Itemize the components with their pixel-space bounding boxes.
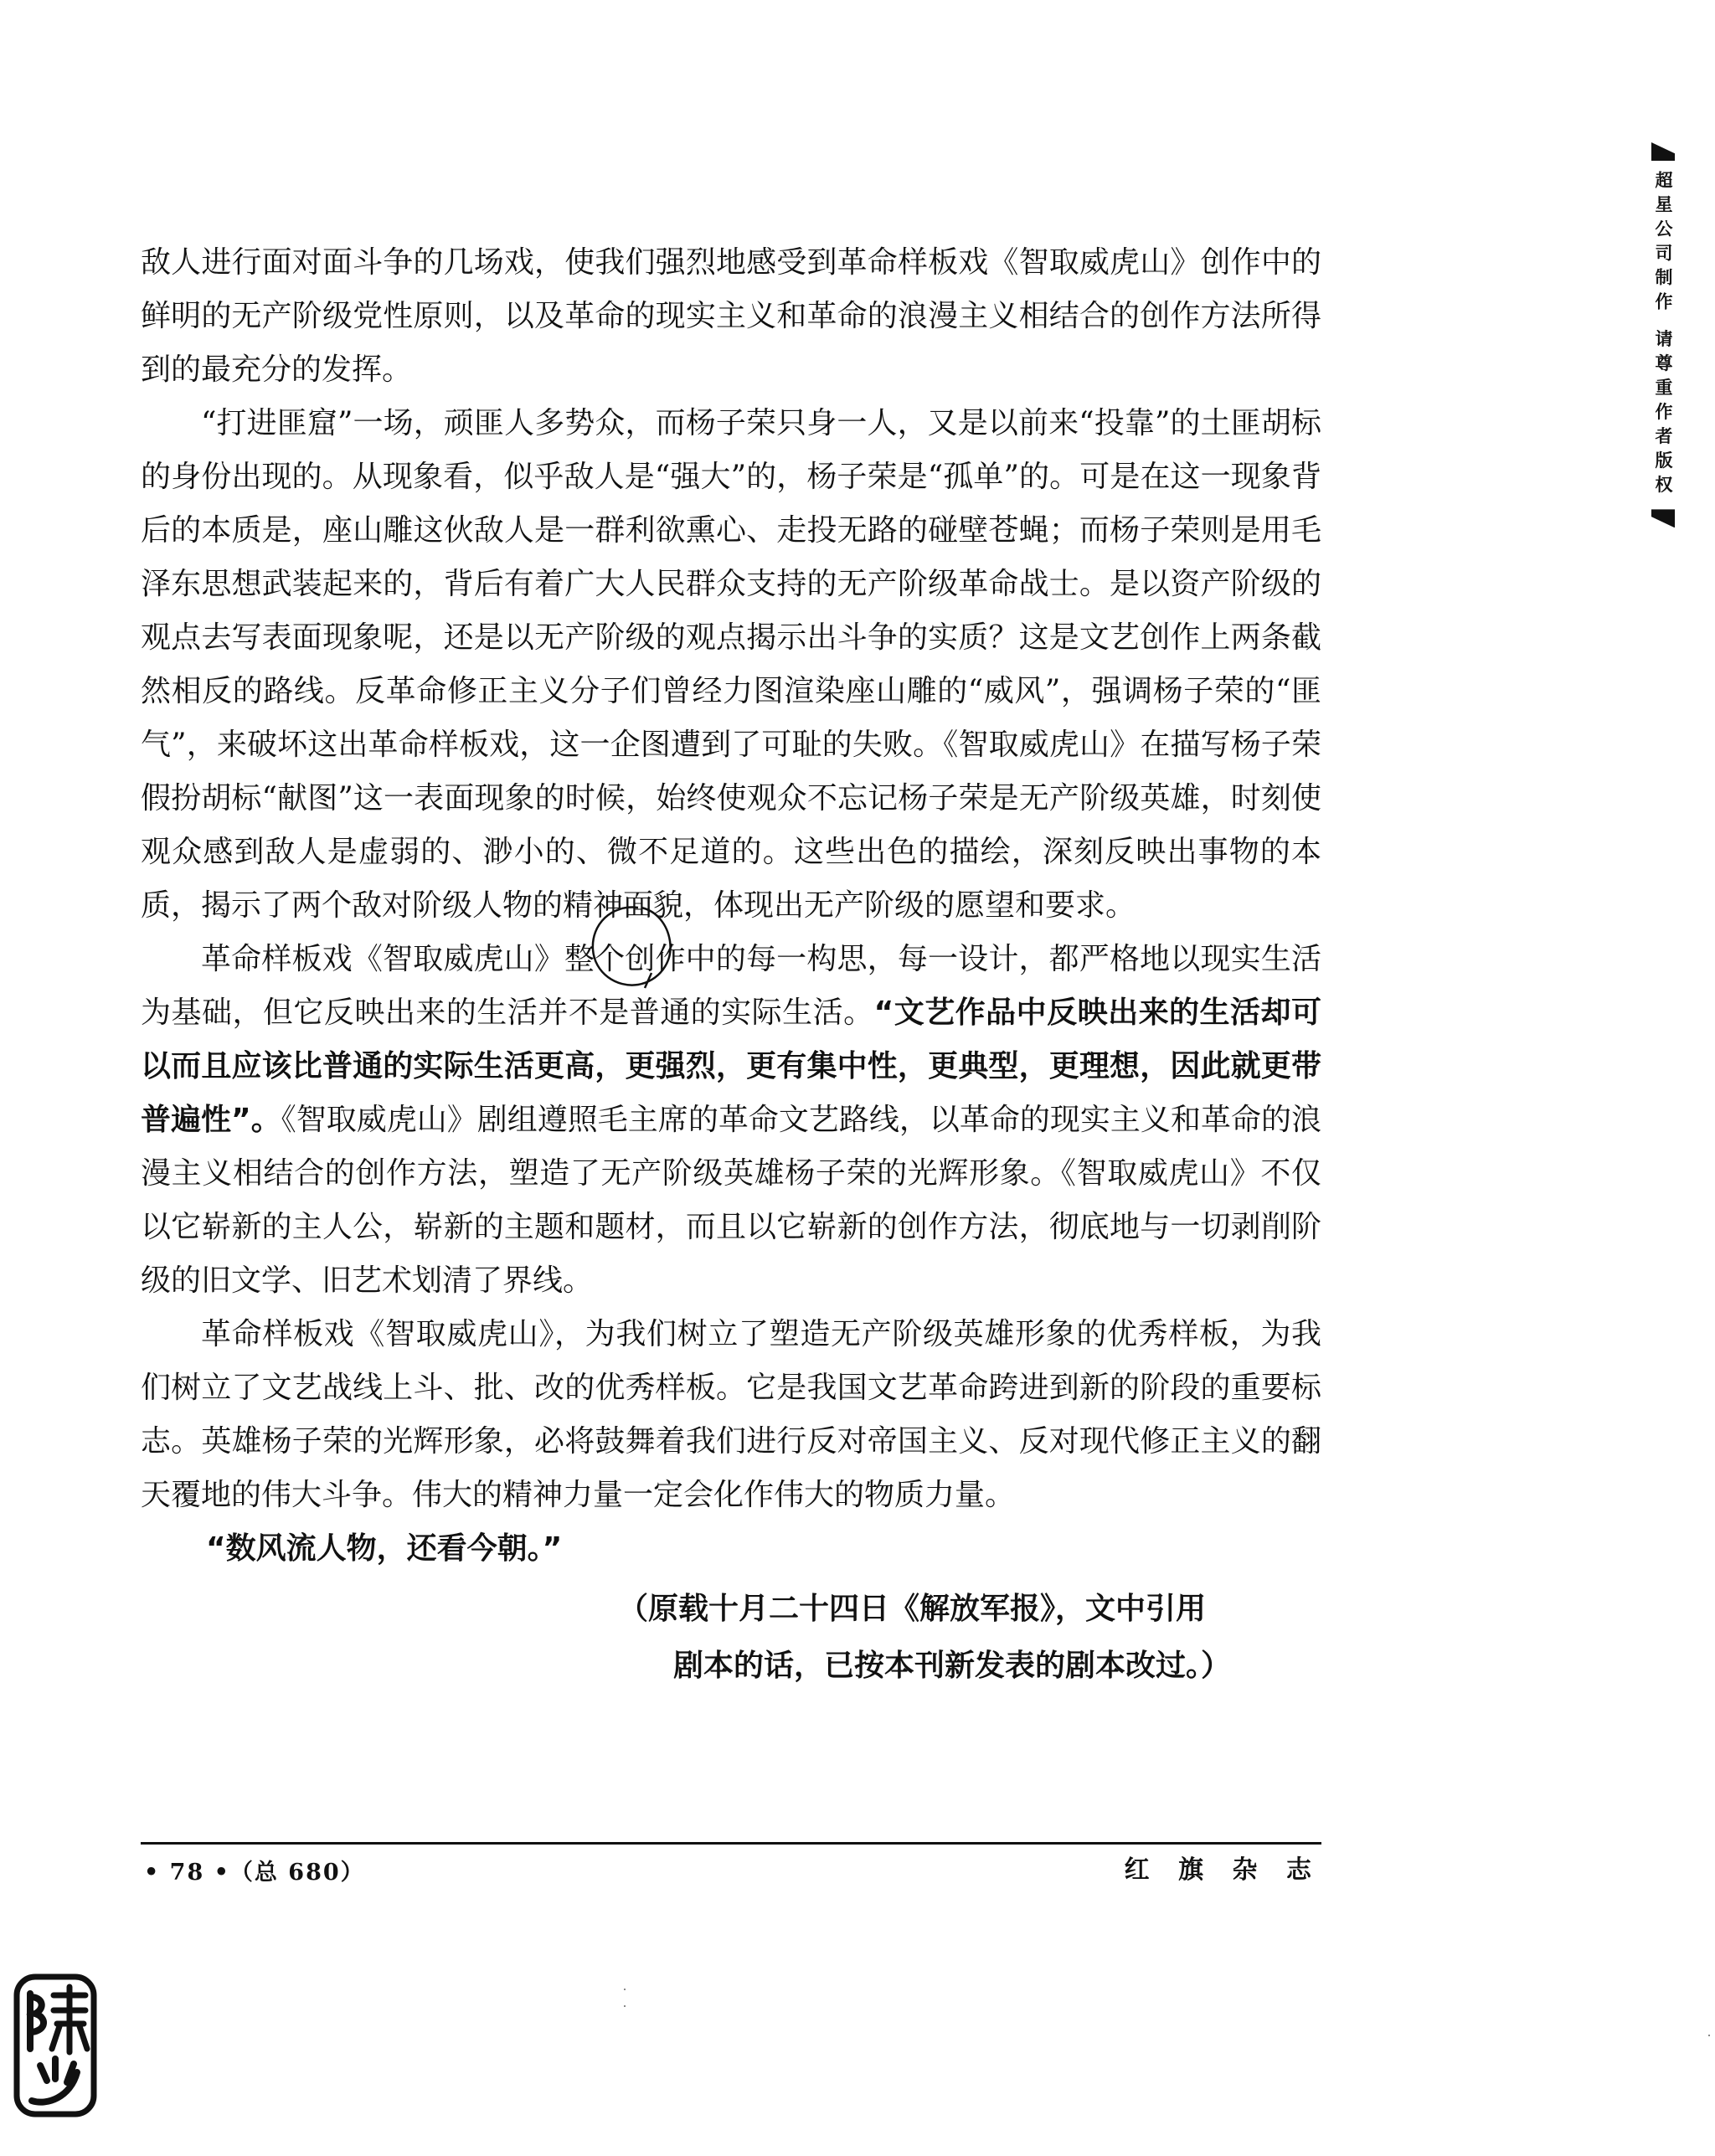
article-body [141,236,1321,1695]
paragraph-3 [141,933,1321,1308]
copyright-notice-text: 超星公司制作 请尊重作者版权 [1653,171,1673,500]
source-note-line-2: 剧本的话，已按本刊新发表的剧本改过。） [673,1649,1232,1683]
paragraph-3-end: 《智取威虎山》剧组遵照毛主席的革命文艺路线，以革命的现实主义和革命的浪漫主义相结合的创作方法，塑造了无产阶级英雄杨子荣的光辉形象。《智取威虎山》不仅以它崭新的主人公，崭新的主题和题材，而且以它崭新的创作方法，彻底地与一切剥削阶级的旧文学、旧艺术划清了界线。 [141,1103,1321,1298]
copyright-notice [1651,142,1676,527]
notice-bar-bottom [1651,509,1675,527]
footer-divider [141,1842,1321,1845]
paragraph-1: 敌人进行面对面斗争的几场戏，使我们强烈地感受到革命样板戏《智取威虎山》创作中的鲜明的无产阶级党性原则，以及革命的现实主义和革命的浪漫主义相结合的创作方法所得到的最充分的发挥。 [141,245,1321,387]
page-number: • 78 •（总 680） [144,1860,365,1886]
paragraph-2: “打进匪窟”一场，顽匪人多势众，而杨子荣只身一人，又是以前来“投靠”的土匪胡标的身份出现的。从现象看，似乎敌人是“强大”的，杨子荣是“孤单”的。可是在这一现象背后的本质是，座山雕这伙敌人是一群利欲熏心、走投无路的碰壁苍蝇；而杨子荣则是用毛泽东思想武装起来的，背后有着广大人民群众支持的无产阶级革命战士。是以资产阶级的观点去写表面现象呢，还是以无产阶级的观点揭示出斗争的实质？这是文艺创作上两条截然相反的路线。反革命修正主义分子们曾经力图渲染座山雕的“威风”，强调杨子荣的“匪气”，来破坏这出革命样板戏，这一企图遭到了可耻的失败。《智取威虎山》在描写杨子荣假扮胡标“献图”这一表面现象的时候，始终使观众不忘记杨子荣是无产阶级英雄，时刻使观众感到敌人是虚弱的、渺小的、微不足道的。这些出色的描绘，深刻反映出事物的本质，揭示了两个敌对阶级人物的精神面貌，体现出无产阶级的愿望和要求。 [141,406,1321,923]
journal-name: 红 旗 杂 志 [1124,1855,1321,1885]
source-note [141,1581,1321,1695]
closing-quote: “数风流人物，还看今朝。” [206,1531,563,1566]
paragraph-3-start: 革命样板戏《智取威虎山》整个创作中的每一构思，每一设计，都严格地以现实生活为基础，但它反映出来的生活并不是普通的实际生活。 [141,942,1321,1030]
notice-bar-top [1651,142,1675,161]
source-note-line-1: （原载十月二十四日《解放军报》，文中引用 [618,1592,1207,1626]
hand-drawn-circle-mark [586,901,678,993]
mao-quotation: “文艺作品中反映出来的生活却可以而且应该比普通的实际生活更高，更强烈，更有集中性，更典型，更理想，因此就更带普遍性”。 [141,996,1321,1137]
paragraph-4: 革命样板戏《智取威虎山》，为我们树立了塑造无产阶级英雄形象的优秀样板，为我们树立了文艺战线上斗、批、改的优秀样板。它是我国文艺革命跨进到新的阶段的重要标志。英雄杨子荣的光辉形象，必将鼓舞着我们进行反对帝国主义、反对现代修正主义的翻天覆地的伟大斗争。伟大的精神力量一定会化作伟大的物质力量。 [141,1317,1321,1512]
seal-stamp [10,1972,100,2118]
